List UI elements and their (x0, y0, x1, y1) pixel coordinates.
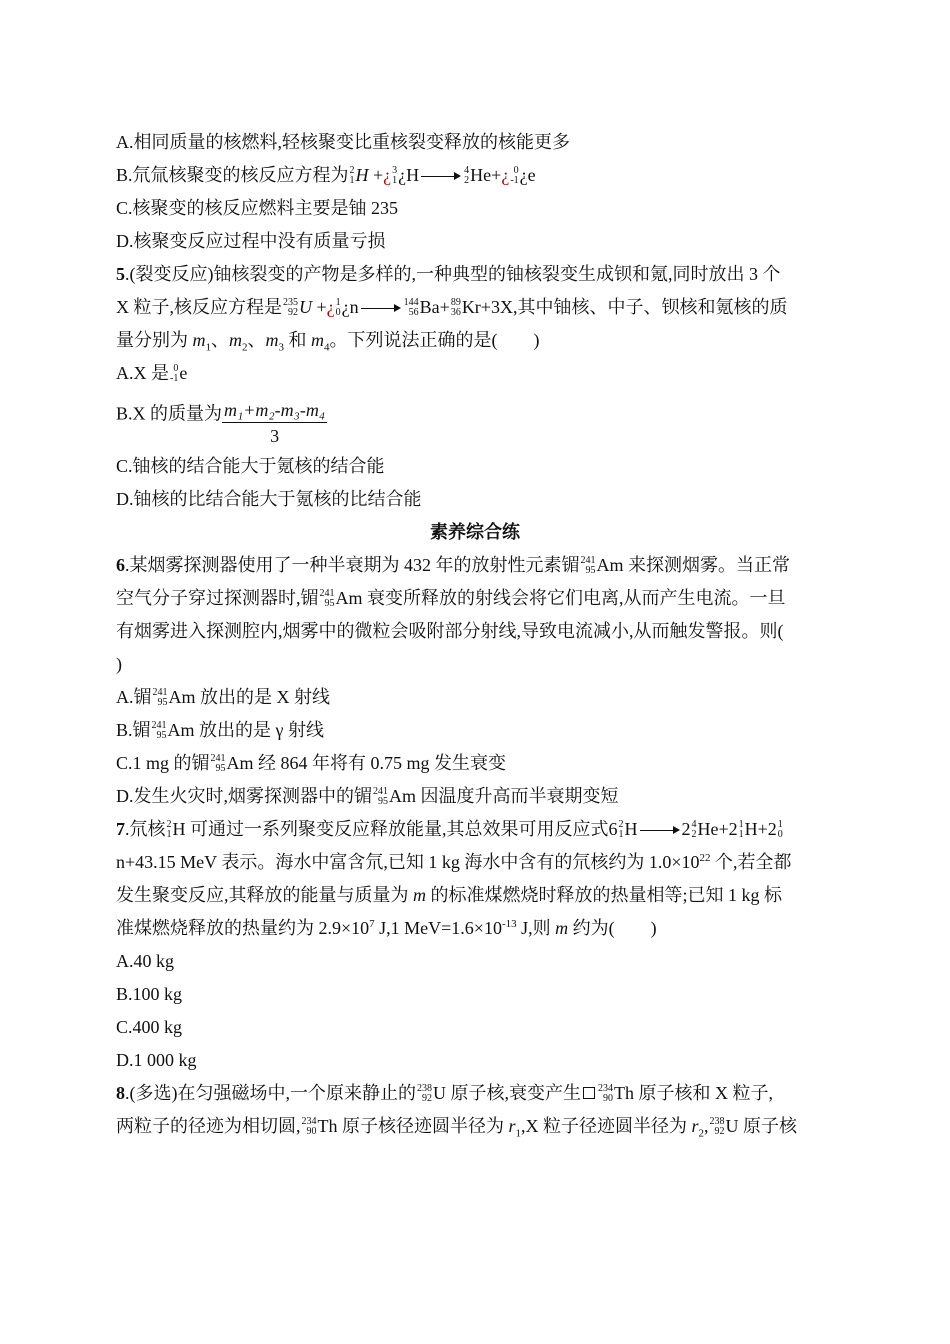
isotope-label: 2 1 (166, 818, 172, 840)
isotope-label: 89 36 (450, 296, 461, 318)
q6-stem-line-4: ) (116, 654, 122, 674)
reaction-arrow-icon (361, 304, 401, 314)
q5-stem-line-2: X 粒子,核反应方程是 235 92 U +¿ 1 0 ¿n 144 56 Ba+ 89 36 Kr+3X,其中铀核、中子、钡核和氪核的质 (116, 296, 788, 318)
isotope-label: 144 56 (403, 296, 419, 318)
section-heading: 素养综合练 (430, 522, 520, 542)
isotope-label: 234 90 (598, 1082, 613, 1104)
q6-option-a[interactable]: A.镅 241 95 Am 放出的是 X 射线 (116, 686, 330, 708)
q6-stem-line-1: 6.某烟雾探测器使用了一种半衰期为 432 年的放射性元素镅 241 95 Am 来探测烟雾。当正常 (116, 554, 790, 576)
q5-option-c[interactable]: C.铀核的结合能大于氪核的结合能 (116, 456, 385, 476)
isotope-label: 241 95 (373, 785, 388, 807)
isotope-label: 2 1 (618, 818, 624, 840)
q5-option-d[interactable]: D.铀核的比结合能大于氪核的比结合能 (116, 489, 422, 509)
q8-stem-line-2: 两粒子的径迹为相切圆, 234 90 Th 原子核径迹圆半径为 $r_1,X$ 粒子径迹圆半径为 $r_2$, 238 92 U 原子核 (116, 1115, 798, 1140)
q6-stem-line-2: 空气分子穿过探测器时,镅 241 95 Am 衰变所释放的射线会将它们电离,从而产生电流。一旦 (116, 587, 786, 609)
isotope-label: 4 2 (691, 818, 697, 840)
q7-option-d[interactable]: D.1 000 kg (116, 1050, 197, 1070)
mass-fraction: $\frac{\text{m₁+m₂-m₃-m₄}}{3}$ (224, 400, 326, 446)
q7-stem-line-4: 准煤燃烧释放的热量约为 $2.9\times 10^7$ J,1 $MeV=1.6\times 10^{-13}$ J,则 m 约为( ) (116, 918, 657, 938)
reaction-arrow-icon (640, 826, 680, 836)
placeholder-box-icon (583, 1087, 595, 1099)
q4-option-a[interactable]: A.相同质量的核燃料,轻核聚变比重核裂变释放的核能更多 (116, 132, 570, 152)
q6-option-b[interactable]: B.镅 241 95 Am 放出的是 γ 射线 (116, 719, 324, 741)
isotope-label: 2 1 (349, 164, 355, 186)
isotope-label: 0 -1 (170, 362, 179, 384)
question-content (116, 126, 834, 1143)
isotope-label: 241 95 (319, 587, 335, 609)
q5-stem-line-3: 量分别为 $m_1$、$m_2$、$m_3$ 和 $m_4$。下列说法正确的是( ) (116, 330, 540, 354)
q7-stem-line-2: n+43.15 MeV 表示。海水中富含氘,已知 1 kg 海水中含有的氘核约为 $1.0\times 10^{22}$ 个,若全都 (116, 852, 792, 872)
q6-option-d[interactable]: D.发生火灾时,烟雾探测器中的镅 241 95 Am 因温度升高而半衰期变短 (116, 785, 619, 807)
q7-option-a[interactable]: A.40 kg (116, 951, 174, 971)
isotope-label: 1 0 (335, 296, 341, 318)
q7-stem-line-1: 7.氘核 2 1 H 可通过一系列聚变反应释放能量,其总效果可用反应式6 2 1 H 2 4 2 He+2 1 1 H+2 1 0 (116, 818, 783, 840)
isotope-label: 238 92 (417, 1082, 432, 1104)
q5-option-b[interactable]: B.X 的质量为 $\frac{\text{m₁+m₂-m₃-m₄}}{3}$ (116, 390, 834, 450)
q4-option-c[interactable]: C.核聚变的核反应燃料主要是铀 235 (116, 198, 399, 218)
isotope-label: 235 92 (283, 296, 298, 318)
reaction-arrow-icon (421, 172, 461, 182)
q5-stem-line-1: 5.(裂变反应)铀核裂变的产物是多样的,一种典型的铀核裂变生成钡和氪,同时放出 3 个 (116, 264, 781, 284)
q5-option-a[interactable]: A.X 是 0 -1 e (116, 362, 188, 384)
q8-stem-line-1: 8.(多选)在匀强磁场中,一个原来静止的 238 92 U 原子核,衰变产生 234 90 Th 原子核和 X 粒子, (116, 1082, 773, 1104)
q7-option-c[interactable]: C.400 kg (116, 1017, 183, 1037)
q6-stem-line-3: 有烟雾进入探测腔内,烟雾中的微粒会吸附部分射线,导致电流减小,从而触发警报。则( (116, 621, 784, 641)
isotope-label: 241 95 (580, 554, 596, 576)
q7-option-b[interactable]: B.100 kg (116, 984, 183, 1004)
isotope-label: 0 -1 (510, 164, 519, 186)
q7-stem-line-3: 发生聚变反应,其释放的能量与质量为 m 的标准煤燃烧时释放的热量相等;已知 1 kg 标 (116, 885, 782, 905)
isotope-label: 241 95 (210, 752, 226, 774)
q4-option-b[interactable]: B.氘氚核聚变的核反应方程为 2 1 H +¿ 3 1 ¿H 4 2 He+¿ 0 -1 ¿e (116, 164, 536, 186)
isotope-label: 3 1 (392, 164, 398, 186)
isotope-label: 241 95 (151, 719, 167, 741)
q6-option-c[interactable]: C.1 mg 的镅 241 95 Am 经 864 年将有 0.75 mg 发生衰变 (116, 752, 507, 774)
isotope-label: 234 90 (301, 1115, 317, 1137)
q4-option-d[interactable]: D.核聚变反应过程中没有质量亏损 (116, 231, 386, 251)
isotope-label: 1 0 (777, 818, 783, 840)
isotope-label: 238 92 (709, 1115, 725, 1137)
isotope-label: 241 95 (152, 686, 168, 708)
isotope-label: 1 1 (738, 818, 744, 840)
isotope-label: 4 2 (464, 164, 470, 186)
